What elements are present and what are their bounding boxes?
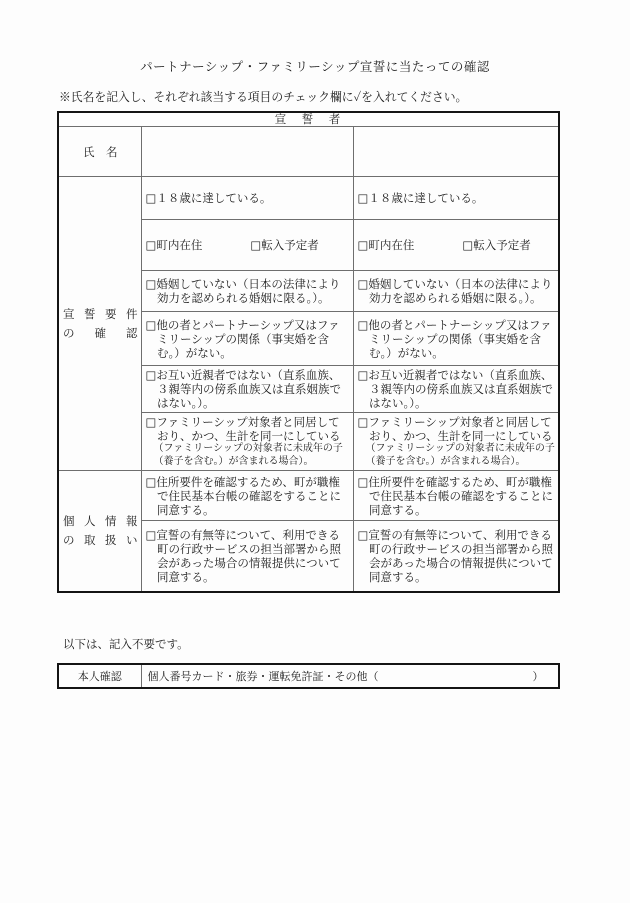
- cell-residency-d2: [353, 220, 559, 271]
- name-input-declarant-2[interactable]: [353, 127, 559, 177]
- check-item: [358, 368, 556, 410]
- cell-not-married-d2: [353, 271, 559, 312]
- cell-register-consent-d2: [353, 471, 559, 521]
- cell-not-relatives-d1: [141, 366, 353, 413]
- cell-inquiry-consent-d1: [141, 521, 353, 592]
- checkbox-no-other-partnership-d1[interactable]: □: [145, 317, 157, 332]
- familyship-note: （ファミリーシップの対象者に未成年の子（養子を含む。）が含まれる場合）。: [365, 443, 555, 467]
- check-label: 宣誓の有無等について、利用できる町の行政サービスの担当部署から照会があった場合の情報提供について同意する。: [156, 527, 341, 584]
- cell-not-married-d1: [141, 271, 353, 312]
- check-label: 町内在住: [368, 238, 415, 252]
- identity-document-options: 個人番号カード・旅券・運転免許証・その他（ ）: [141, 664, 559, 688]
- check-label: １８歳に達している。: [156, 191, 272, 205]
- cell-familyship-d1: [141, 413, 353, 471]
- checkbox-consent-info-provision-d1[interactable]: □: [145, 527, 157, 542]
- check-label: 宣誓の有無等について、利用できる町の行政サービスの担当部署から照会があった場合の情報提供について同意する。: [368, 527, 553, 584]
- section-label-line: 個人情報: [63, 513, 138, 528]
- check-item: [146, 191, 350, 205]
- check-item: [146, 415, 350, 443]
- checkbox-consent-resident-register-d2[interactable]: □: [357, 474, 369, 489]
- checkbox-familyship-cohabiting-d2[interactable]: □: [357, 415, 369, 429]
- check-label: 町内在住: [156, 238, 203, 252]
- identity-label: 本人確認: [58, 664, 141, 688]
- fill-instruction: ※氏名を記入し、それぞれ該当する項目のチェック欄に✓を入れてください。: [59, 90, 468, 104]
- no-entry-note: 以下は、記入不要です。: [63, 636, 189, 651]
- check-item: [358, 318, 556, 360]
- checkbox-planned-move-in-d1[interactable]: □: [250, 238, 262, 252]
- checkbox-not-married-d2[interactable]: □: [357, 277, 369, 291]
- check-item: [358, 238, 415, 252]
- check-label: 住所要件を確認するため、町が職権で住民基本台帳の確認をすることに同意する。: [156, 474, 341, 517]
- checkbox-not-married-d1[interactable]: □: [145, 277, 157, 291]
- check-item: [146, 475, 350, 517]
- check-label: お互い近親者ではない（直系血族、３親等内の傍系血族又は直系姻族ではない。）。: [156, 368, 341, 410]
- checkbox-consent-resident-register-d1[interactable]: □: [145, 474, 157, 489]
- check-label: 他の者とパートナーシップ又はファミリーシップの関係（事実婚を含む。）がない。: [368, 317, 552, 360]
- section-label-line: の確認: [63, 325, 138, 340]
- cell-age-d2: [353, 177, 559, 220]
- section-label-requirements: [58, 177, 141, 471]
- check-item: [146, 318, 350, 360]
- checkbox-no-other-partnership-d2[interactable]: □: [357, 317, 369, 332]
- check-item: [358, 191, 556, 205]
- check-item: [146, 277, 350, 305]
- cell-age-d1: [141, 177, 353, 220]
- checkbox-town-resident-d2[interactable]: □: [357, 238, 369, 252]
- checkbox-planned-move-in-d2[interactable]: □: [462, 238, 474, 252]
- page-title: パートナーシップ・ファミリーシップ宣誓に当たっての確認: [140, 59, 490, 74]
- check-item: [146, 528, 350, 584]
- check-item: [358, 528, 556, 584]
- check-item: [146, 238, 203, 252]
- cell-familyship-d2: [353, 413, 559, 471]
- familyship-note: （ファミリーシップの対象者に未成年の子（養子を含む。）が含まれる場合）。: [153, 443, 343, 467]
- check-item: [358, 475, 556, 517]
- name-input-declarant-1[interactable]: [141, 127, 353, 177]
- check-item: [462, 238, 530, 252]
- cell-no-other-partnership-d2: [353, 312, 559, 366]
- cell-not-relatives-d2: [353, 366, 559, 413]
- check-label: 転入予定者: [473, 238, 531, 252]
- checkbox-not-close-relatives-d1[interactable]: □: [145, 368, 157, 382]
- checkbox-age-18-d1[interactable]: □: [145, 191, 157, 205]
- cell-inquiry-consent-d2: [353, 521, 559, 592]
- check-label: 婚姻していない（日本の法律により効力を認められる婚姻に限る。）。: [156, 277, 341, 305]
- checkbox-consent-info-provision-d2[interactable]: □: [357, 527, 369, 542]
- check-label: 住所要件を確認するため、町が職権で住民基本台帳の確認をすることに同意する。: [368, 474, 553, 517]
- name-label: 氏 名: [58, 127, 141, 177]
- declarants-header: 宣 誓 者: [58, 112, 559, 127]
- check-label: １８歳に達している。: [368, 191, 484, 205]
- section-label-line: 宣誓要件: [63, 306, 138, 321]
- check-item: [250, 238, 318, 252]
- identity-verification-table: [57, 663, 560, 689]
- cell-no-other-partnership-d1: [141, 312, 353, 366]
- check-label: お互い近親者ではない（直系血族、３親等内の傍系血族又は直系姻族ではない。）。: [368, 368, 553, 410]
- check-item: [146, 368, 350, 410]
- check-label: ファミリーシップ対象者と同居しており、かつ、生計を同一にしている: [368, 415, 553, 443]
- check-label: 転入予定者: [261, 238, 319, 252]
- check-item: [358, 277, 556, 305]
- cell-register-consent-d1: [141, 471, 353, 521]
- checkbox-town-resident-d1[interactable]: □: [145, 238, 157, 252]
- cell-residency-d1: [141, 220, 353, 271]
- section-label-privacy: [58, 471, 141, 592]
- checkbox-familyship-cohabiting-d1[interactable]: □: [145, 415, 157, 429]
- check-label: 婚姻していない（日本の法律により効力を認められる婚姻に限る。）。: [368, 277, 553, 305]
- check-label: 他の者とパートナーシップ又はファミリーシップの関係（事実婚を含む。）がない。: [156, 317, 340, 360]
- checkbox-age-18-d2[interactable]: □: [357, 191, 369, 205]
- checkbox-not-close-relatives-d2[interactable]: □: [357, 368, 369, 382]
- section-label-line: の取扱い: [63, 532, 138, 547]
- check-item: [358, 415, 556, 443]
- check-label: ファミリーシップ対象者と同居しており、かつ、生計を同一にしている: [156, 415, 341, 443]
- declaration-table: [57, 111, 560, 593]
